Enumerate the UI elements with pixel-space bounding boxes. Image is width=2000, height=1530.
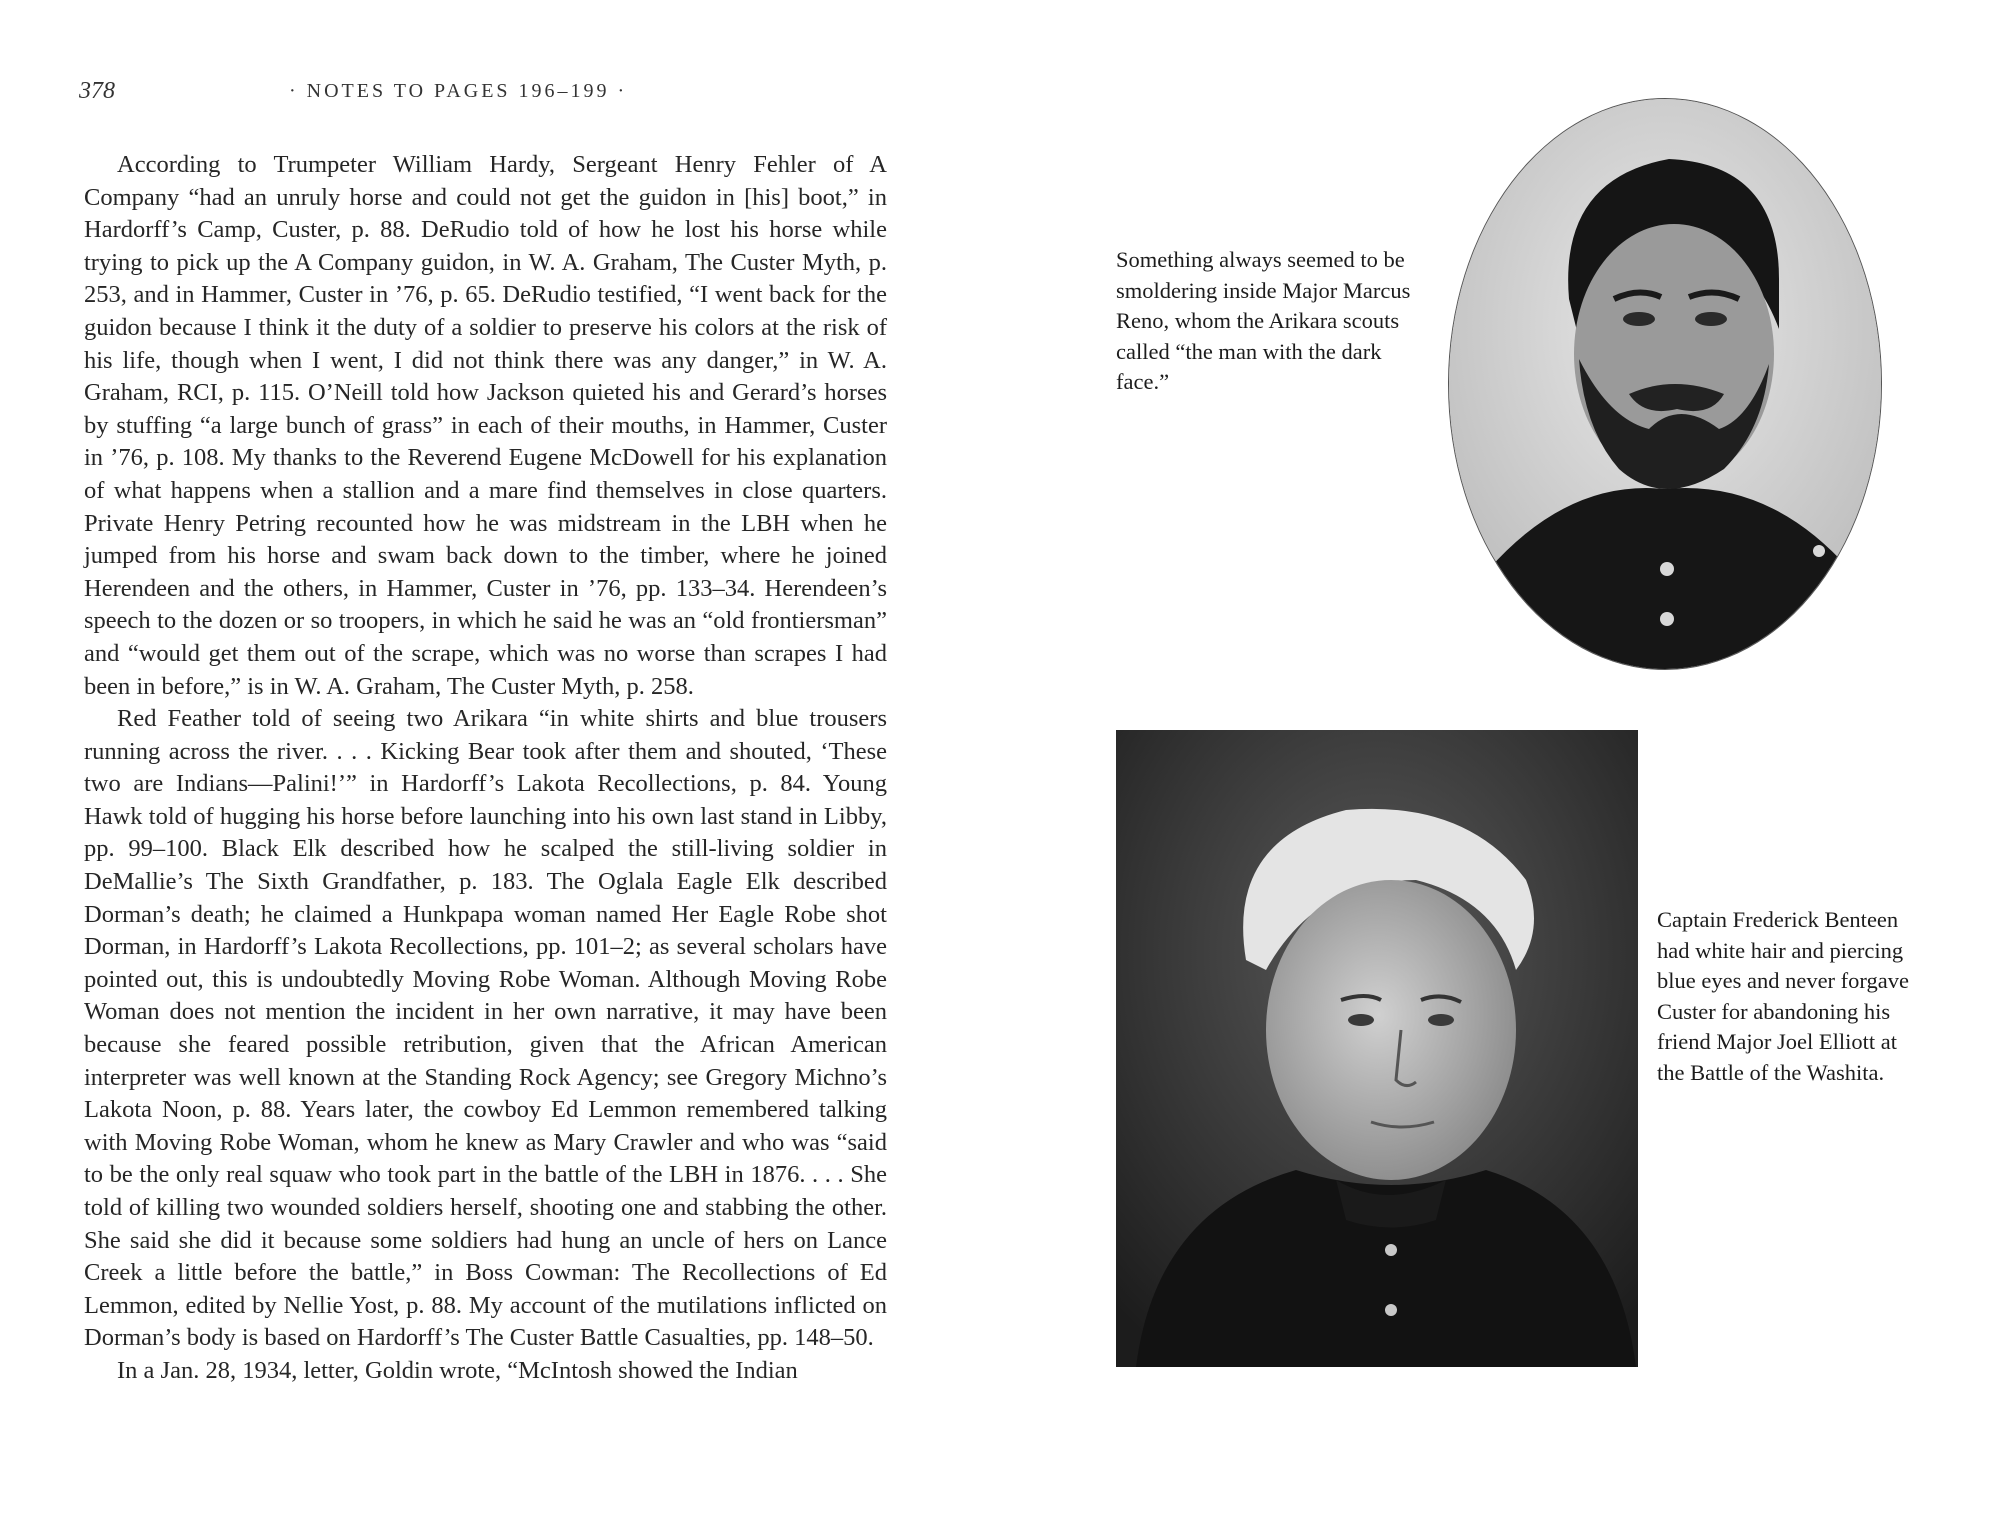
running-head: · NOTES TO PAGES 196–199 · bbox=[289, 80, 628, 102]
running-header bbox=[79, 78, 889, 112]
page-number: 378 bbox=[79, 78, 115, 104]
note-paragraph: Red Feather told of seeing two Arikara “in white shirts and blue trousers running across the river. . . . Kicking Bear took after them and shouted, ‘These two are Indians—Palini!’” in Hardorff’s Lakota Recollections, p. 84. Young Hawk told of hugging his horse before launching into his own last stand in Libby, pp. 99–100. Black Elk described how he scalped the still-living soldier in DeMallie’s The Sixth Grandfather, p. 183. The Oglala Eagle Elk described Dorman’s death; he claimed a Hunkpapa woman named Her Eagle Robe shot Dorman, in Hardorff’s Lakota Recollections, pp. 101–2; as several scholars have pointed out, this is undoubtedly Moving Robe Woman. Although Moving Robe Woman does not mention the incident in her own narrative, it may have been because she feared possible retribution, given that the African American interpreter was well known at the Standing Rock Agency; see Gregory Michno’s Lakota Noon, p. 88. Years later, the cowboy Ed Lemmon remembered talking with Moving Robe Woman, whom he knew as Mary Crawler and who was “said to be the only real squaw who took part in the battle of the LBH in 1876. . . . She told of killing two wounded soldiers herself, shooting one and stabbing the other. She said she did it because some soldiers had hung an uncle of hers on Lance Creek a little before the battle,” in Boss Cowman: The Recollections of Ed Lemmon, edited by Nellie Yost, p. 88. My account of the mutilations inflicted on Dorman’s body is based on Hardorff’s The Custer Battle Casualties, pp. 148–50. bbox=[84, 705, 887, 1352]
benteen-portrait bbox=[1116, 730, 1638, 1367]
reno-portrait bbox=[1448, 98, 1882, 670]
reno-caption: Something always seemed to be smoldering inside Major Marcus Reno, whom the Arikara scouts called “the man with the dark face.” bbox=[1116, 247, 1411, 394]
benteen-caption: Captain Frederick Benteen had white hair and piercing blue eyes and never forgave Custer for abandoning his friend Major Joel Elliott at the Battle of the Washita. bbox=[1657, 907, 1909, 1085]
note-paragraph: According to Trumpeter William Hardy, Sergeant Henry Fehler of A Company “had an unruly horse and could not get the guidon in [his] boot,” in Hardorff’s Camp, Custer, p. 88. DeRudio told of how he lost his horse while trying to pick up the A Company guidon, in W. A. Graham, The Custer Myth, p. 253, and in Hammer, Custer in ’76, p. 65. DeRudio testified, “I went back for the guidon because I think it the duty of a soldier to preserve his colors at the risk of his life, though when I went, I did not think there was any danger,” in W. A. Graham, RCI, p. 115. O’Neill told how Jackson quieted his and Gerard’s horses by stuffing “a large bunch of grass” in each of their mouths, in Hammer, Custer in ’76, p. 108. My thanks to the Reverend Eugene McDowell for his explanation of what happens when a stallion and a mare find themselves in close quarters. Private Henry Petring recounted how he was midstream in the LBH when he jumped from his horse and swam back down to the timber, where he joined Herendeen and the others, in Hammer, Custer in ’76, pp. 133–34. Herendeen’s speech to the dozen or so troopers, in which he said he was an “old frontiersman” and “would get them out of the scrape, which was no worse than scrapes I had been in before,” is in W. A. Graham, The Custer Myth, p. 258. bbox=[84, 151, 887, 700]
note-paragraph: In a Jan. 28, 1934, letter, Goldin wrote, “McIntosh showed the Indian bbox=[117, 1356, 798, 1384]
notes-body bbox=[84, 149, 887, 1388]
